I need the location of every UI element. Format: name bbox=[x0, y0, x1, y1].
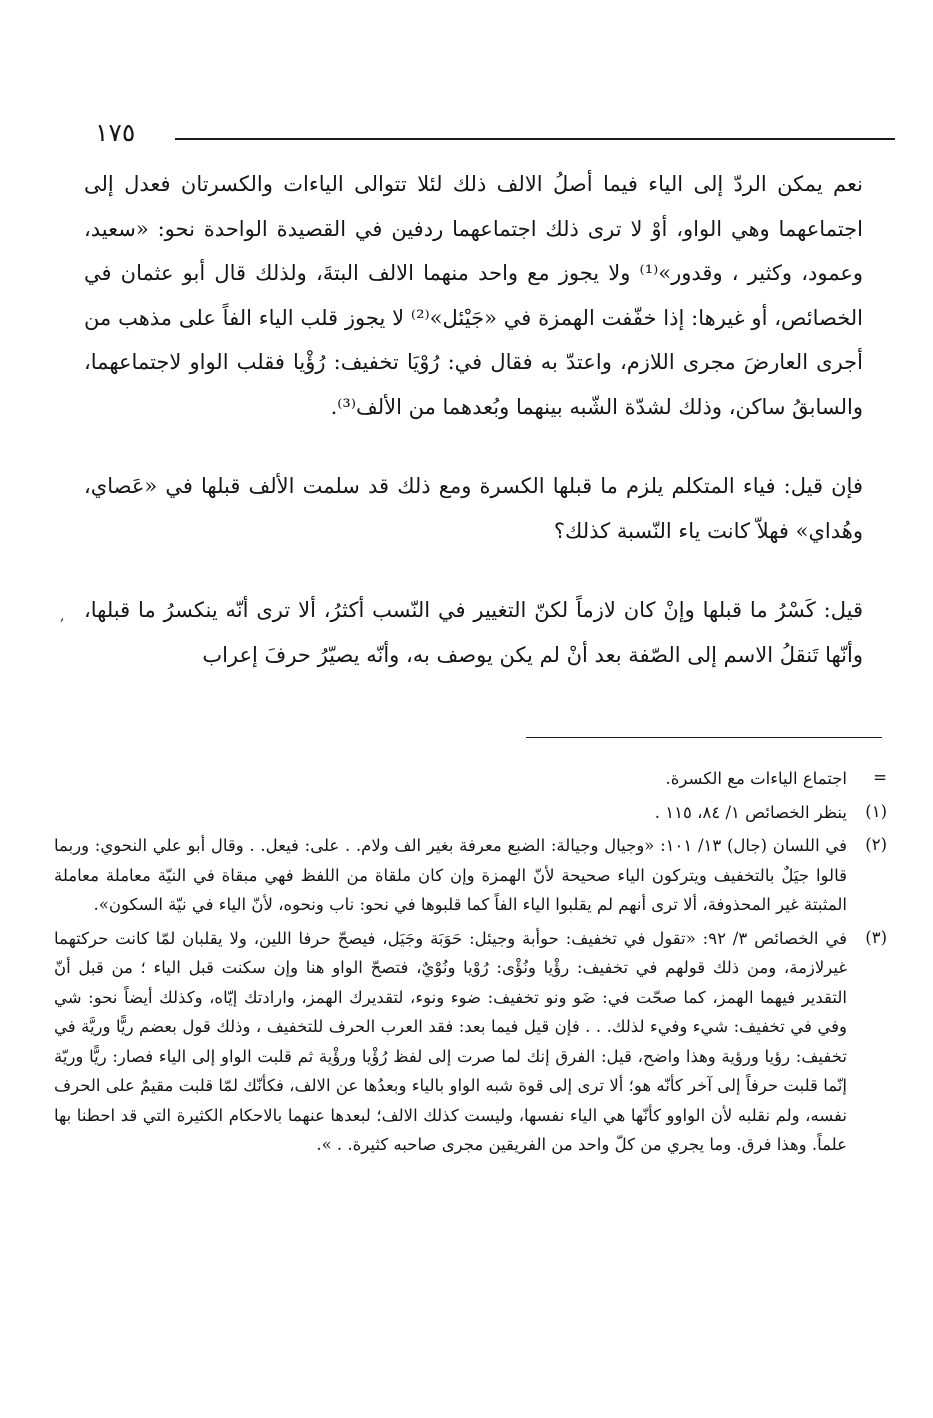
footnote-2 bbox=[54, 831, 887, 920]
continuation-marker: = bbox=[873, 768, 887, 787]
margin-mark: , bbox=[60, 608, 65, 624]
footnote-label: (٢) bbox=[865, 835, 887, 854]
page-number: ١٧٥ bbox=[95, 118, 136, 147]
body-paragraph-2: فإن قيل: فياء المتكلم يلزم ما قبلها الكسرة ومع ذلك قد سلمت الألف قبلها في «عَصاي، وهُداي» فهلاّ كانت ياء النّسبة كذلك؟ bbox=[84, 474, 863, 543]
footnote-3 bbox=[54, 924, 887, 1160]
continuation-text: اجتماع الياءات مع الكسرة. bbox=[665, 769, 847, 788]
footnote-rule bbox=[526, 737, 882, 738]
footnote-text: في اللسان (جال) ١٣/ ١٠١: «وجيال وجيالة: الضبع معرفة بغير الف ولام. . على: فيعل. . وقال أبو علي النحوي: وربما قالوا جيَلٌ بالتخفيف ويتركون الياء صحيحة لأنّ الهمزة وإن كان ملقاة من اللفظ فهي مبقاة في النيّة معاملة معاملة المثبتة غير المحذوفة، ألا ترى أنهم لم يقلبوا الياء الفاً كما قلبوها في نحو: ناب ونحوه، لأنّ الياء في نيّة السكون». bbox=[54, 836, 848, 914]
footnote-label: (١) bbox=[865, 801, 887, 821]
body-paragraph-1: نعم يمكن الردّ إلى الياء فيما أصلُ الالف ذلك لئلا تتوالى الياءات والكسرتان فعدل إلى اجتماعهما وهي الواو، أوْ لا ترى ذلك اجتماعهما ردفين في القصيدة الواحدة نحو: «سعيد، وعمود، وكثير ، وقدور»⁽¹⁾ ولا يجوز مع واحد منهما الالف البتةَ، ولذلك قال أبو عثمان في الخصائص، أو غيرها: إذا خفّفت الهمزة في «جَيْئل»⁽²⁾ لا يجوز قلب الياء الفاً على مذهب من أجرى العارضَ مجرى اللازم، واعتدّ به فقال في: رُوْيَا تخفيف: رُؤْيا فقلب الواو لاجتماعهما، والسابقُ ساكن، وذلك لشدّة الشّبه بينهما وبُعدهما من الألف⁽³⁾. bbox=[84, 172, 864, 419]
body-paragraph-3: قيل: كَسْرُ ما قبلها وإنْ كان لازماً لكنّ التغيير في النّسب أكثرُ، ألا ترى أنّه ينكسرُ ما قبلها، وأنّها تَنقلُ الاسم إلى الصّفة بعد أنْ لم يكن يوصف به، وأنّه يصيّرُ حرفَ إعراب bbox=[84, 598, 863, 667]
footnotes bbox=[54, 764, 887, 1164]
main-text bbox=[84, 162, 863, 677]
header-rule bbox=[175, 138, 895, 140]
footnote-text: في الخصائص ٣/ ٩٢: «تقول في تخفيف: حوأبة وجيئل: حَوَبَة وجَيَل، فيصحّ حرفا اللين، ولا يقلبان لمّا كانت حركتهما غيرلازمة، ومن ذلك قولهم في تخفيف: رؤْيا ونُؤْى: رُوْيا ونُوْيٌ، فتصحّ الواو هنا وإن سكنت قبل الياء ؛ من قبل أنّ التقدير فيهما الهمز، كما صحّت في: ضَو ونو تخفيف: ضوء ونوء، لتقديرك الهمز، وارادتك إيّاه، وكذلك أيضاً نحو: شي وفي في تخفيف: شيء وفيء لذلك. . . فإن قيل فيما بعد: فقد العرب الحرف للتخفيف ، وذلك قول بعضم ريًّا وريَّة في تخفيف: رؤيا ورؤية وهذا واضح، قيل: الفرق إنك لما صرت إلى لفظ رُؤْيا ورؤْية ثم قلبت الواو إلى الياء فصار: ريًّا وريّة إنّما قلبت حرفاً إلى آخر كأنّه هو؛ ألا ترى إلى قوة شبه الواو بالياء وبعدُها عن الالف، فكأنّك لمّا قلبت مقيمٌ على الحرف نفسه، ولم نقلبه لأن الواوو كأنّها هي الياء نفسها، وليست كذلك الالف؛ لبعدها عنهما بالاحكام الكثيرة التي قد احطنا بها علماً. وهذا فرق. وما يجري من كلّ واحد من الفريقين مجرى صاحبه كثيرة. . ». bbox=[54, 928, 847, 1154]
footnote-text: ينظر الخصائص ١/ ٨٤، ١١٥ . bbox=[654, 802, 847, 822]
footnote-label: (٣) bbox=[865, 927, 887, 947]
footnote-continuation bbox=[54, 764, 887, 794]
footnote-1 bbox=[54, 798, 887, 828]
